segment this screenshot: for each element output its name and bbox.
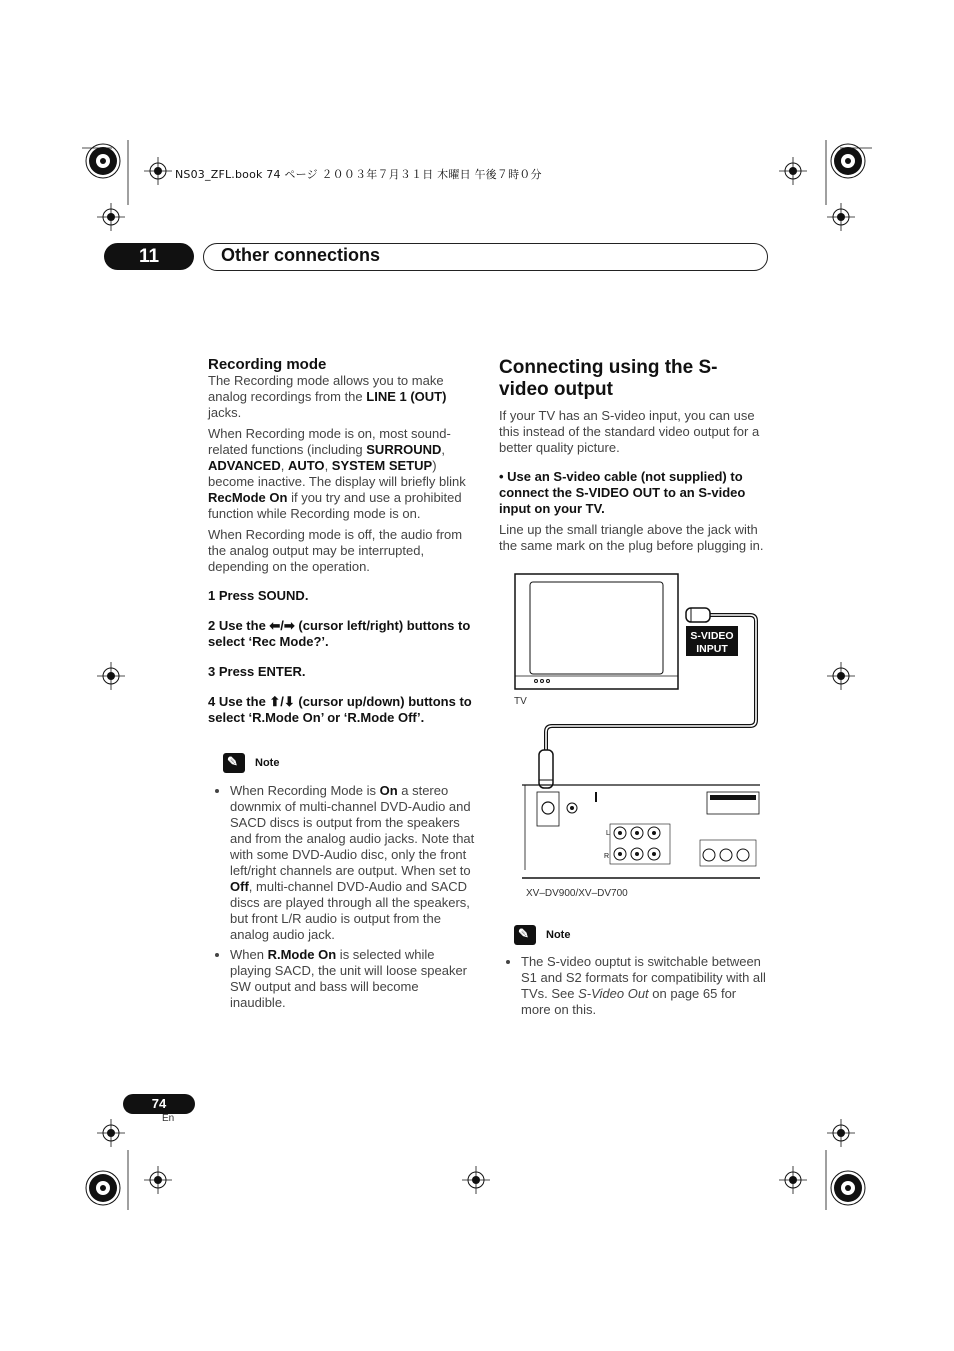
note-list <box>499 954 767 1018</box>
tv-label: TV <box>514 696 527 707</box>
step-2: 2 Use the ⬅/➡ (cursor left/right) buttons to select ‘Rec Mode?’. <box>208 618 471 649</box>
list-item: • When R.Mode On is selected while playing SACD, the unit will loose speaker SW output and bass will become inaudible. <box>230 947 476 1011</box>
file-header: NS03_ZFL.book 74 ページ ２００３年７月３１日 木曜日 午後７時０分 <box>175 168 542 181</box>
note-list <box>208 783 476 1011</box>
section-heading-svideo: Connecting using the S-video output <box>499 357 718 400</box>
step-4: 4 Use the ⬆/⬇ (cursor up/down) buttons to select ‘R.Mode On’ or ‘R.Mode Off’. <box>208 694 472 725</box>
instruction-bullet: • Use an S-video cable (not supplied) to connect the S-VIDEO OUT to an S-video input on your TV. <box>499 469 746 516</box>
left-column <box>208 357 476 1015</box>
section-heading-recording-mode: Recording mode <box>208 356 327 373</box>
svideo-input-label-1: S-VIDEO <box>690 630 734 642</box>
right-column <box>499 357 767 559</box>
note-pencil-icon <box>514 925 536 945</box>
step-1: 1 Press SOUND. <box>208 588 309 603</box>
paragraph: If your TV has an S-video input, you can use this instead of the standard video output for a better quality picture. <box>499 408 760 455</box>
right-note <box>499 925 767 1022</box>
paragraph: Line up the small triangle above the jack with the same mark on the plug before plugging in. <box>499 522 764 553</box>
r-channel-mark: R <box>604 853 610 860</box>
paragraph: The Recording mode allows you to make analog recordings from the LINE 1 (OUT) jacks. <box>208 373 447 420</box>
note-header: ✎ Note <box>223 753 476 773</box>
step-3: 3 Press ENTER. <box>208 664 306 679</box>
svideo-input-label-2: INPUT <box>696 643 728 655</box>
note-header: ✎ Note <box>514 925 767 945</box>
page-number: 74 <box>123 1094 195 1114</box>
chapter-title: Other connections <box>221 245 381 265</box>
note-pencil-icon <box>223 753 245 773</box>
svideo-connection-diagram <box>500 570 770 910</box>
chapter-number: 11 <box>104 243 194 270</box>
language-code: En <box>162 1113 175 1124</box>
list-item: • The S-video ouptut is switchable between S1 and S2 formats for compatibility with all TVs. See S-Video Out on page 65 for more on this. <box>521 954 767 1018</box>
list-item: • When Recording Mode is On a stereo downmix of multi-channel DVD-Audio and SACD discs is output from the speakers and from the analog audio jacks. Note that with some DVD-Audio disc, only the front left/right channels are output. When set to Off, multi-channel DVD-Audio and SACD discs are played through all the speakers, but front L/R audio is output from the analog audio jack. <box>230 783 476 943</box>
model-label: XV–DV900/XV–DV700 <box>526 888 628 899</box>
paragraph: When Recording mode is off, the audio from the analog output may be interrupted, depending on the operation. <box>208 527 463 574</box>
paragraph: When Recording mode is on, most sound-related functions (including SURROUND, ADVANCED, AUTO, SYSTEM SETUP) become inactive. The display will briefly blink RecMode On if you try and use a prohibited function while Recording mode is on. <box>208 426 466 521</box>
l-channel-mark: L <box>606 830 610 837</box>
